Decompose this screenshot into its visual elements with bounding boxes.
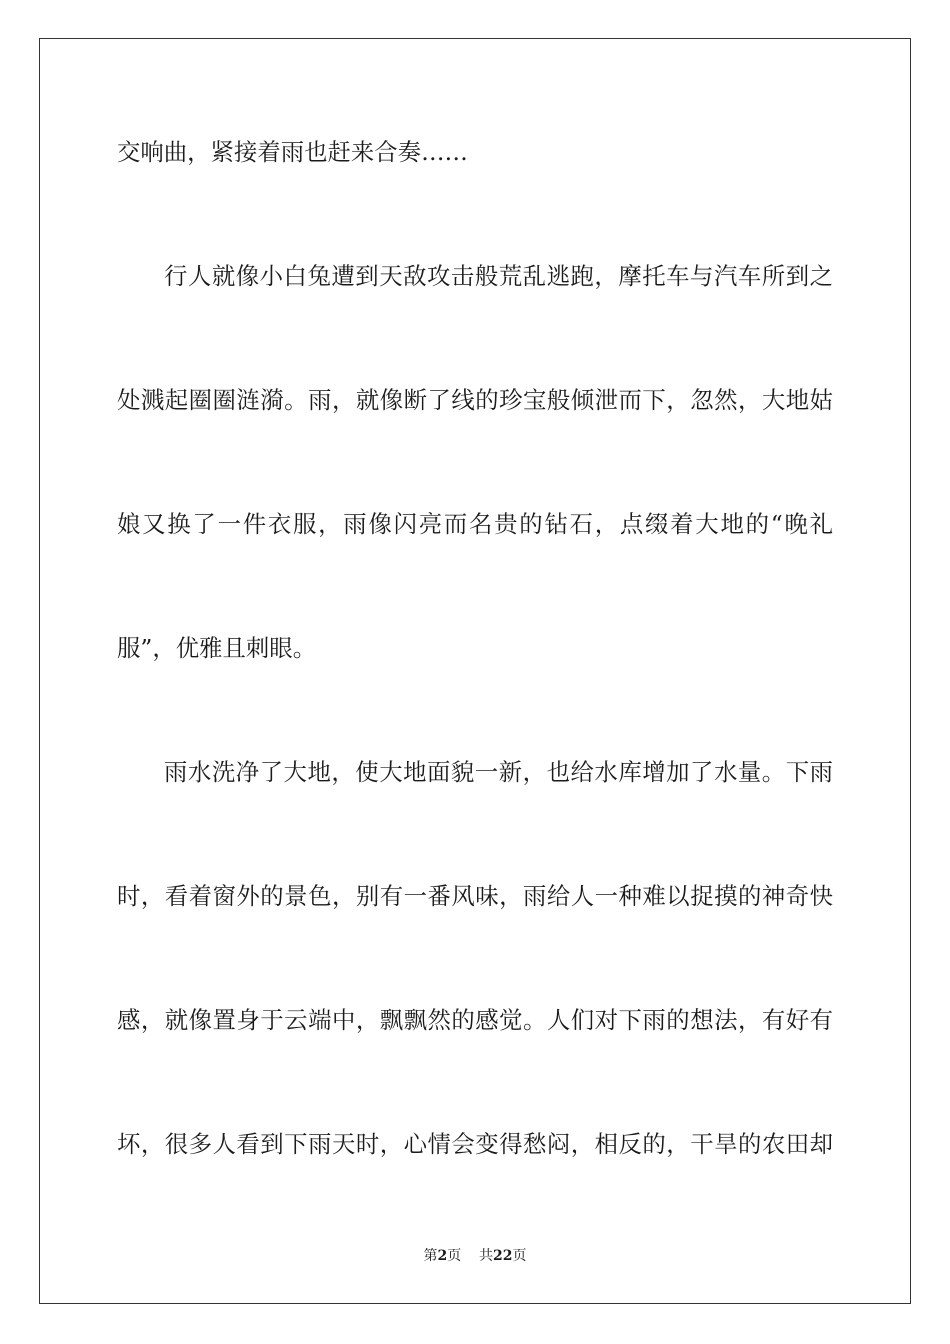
text-line-2: 行人就像小白兔遭到天敌攻击般荒乱逃跑，摩托车与汽车所到之	[164, 262, 833, 290]
total-prefix: 共	[479, 1248, 494, 1264]
text-line-5: 服”，优雅且刺眼。	[117, 634, 317, 662]
text-line-3: 处溅起圈圈涟漪。雨，就像断了线的珍宝般倾泄而下，忽然，大地姑	[117, 386, 833, 414]
text-line-9: 坏，很多人看到下雨天时，心情会变得愁闷，相反的，干旱的农田却	[117, 1130, 833, 1158]
total-pages: 22	[493, 1248, 513, 1264]
page-footer	[0, 1247, 950, 1265]
total-suffix: 页	[512, 1248, 527, 1264]
page-number: 2	[437, 1248, 448, 1264]
text-line-6: 雨水洗净了大地，使大地面貌一新，也给水库增加了水量。下雨	[164, 758, 833, 786]
text-line-8: 感，就像置身于云端中，飘飘然的感觉。人们对下雨的想法，有好有	[117, 1006, 833, 1034]
page-suffix: 页	[447, 1248, 462, 1264]
page-border	[39, 38, 911, 1304]
text-line-7: 时，看着窗外的景色，别有一番风味，雨给人一种难以捉摸的神奇快	[117, 882, 833, 910]
page-prefix: 第	[423, 1248, 438, 1264]
text-line-4: 娘又换了一件衣服，雨像闪亮而名贵的钻石，点缀着大地的“晚礼	[117, 510, 833, 538]
text-line-1: 交响曲，紧接着雨也赶来合奏……	[117, 138, 468, 166]
